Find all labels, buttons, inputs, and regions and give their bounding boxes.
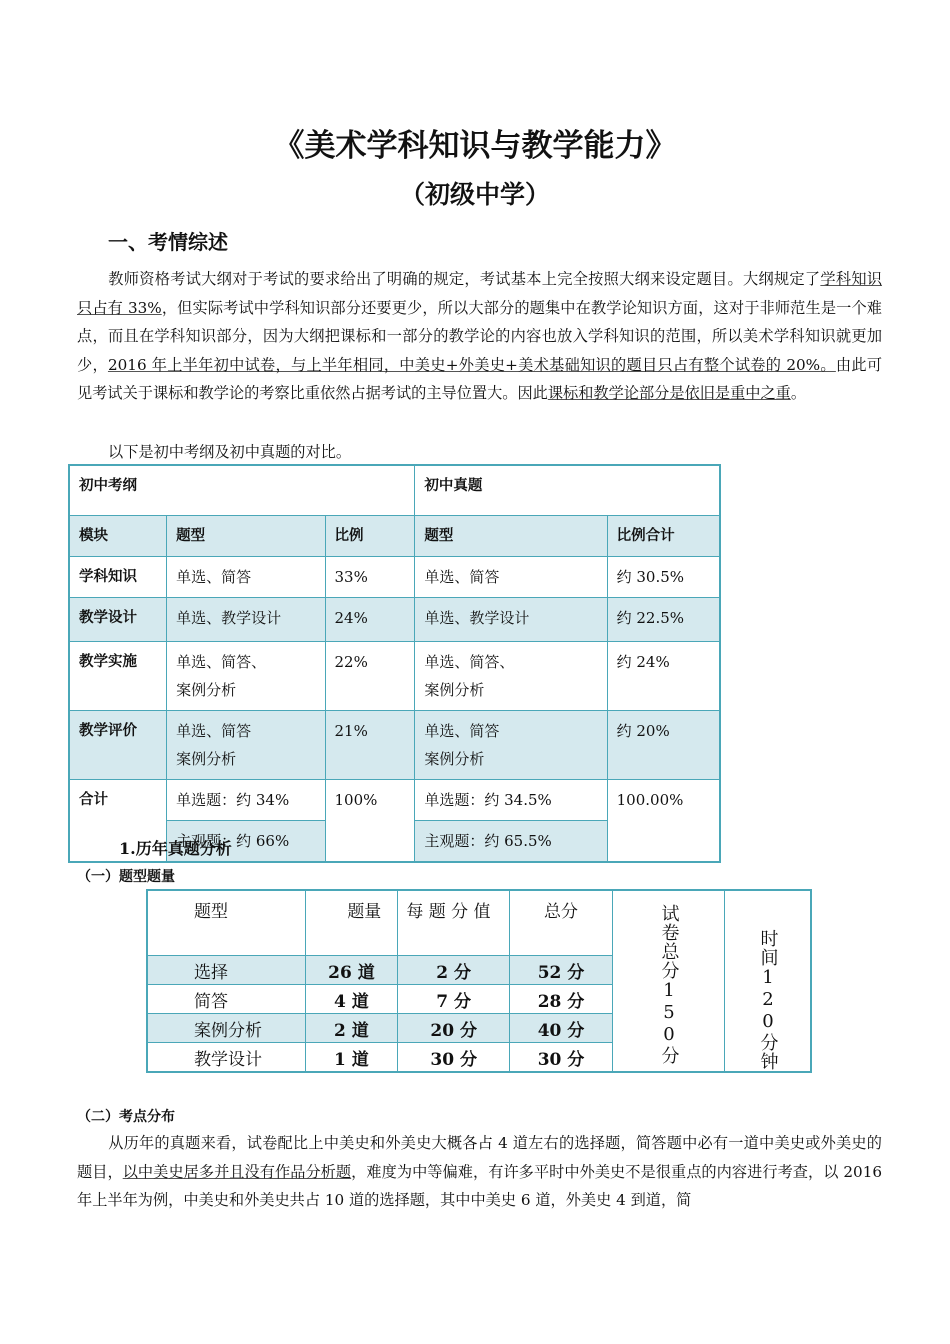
column-header: 每 题 分 值 <box>398 890 510 956</box>
subheading-question-types: （一）题型题量 <box>77 869 175 885</box>
table-cell: 案例分析 <box>147 1014 305 1043</box>
syllabus-comparison-table <box>68 464 721 863</box>
table-cell: 100.00% <box>607 779 720 862</box>
text-run: ，但实际考试中学科知识部分还要更少，所以大部分的题集中在教学论知识方面，这对于非师范生是一个难点，而且在学科知识部分，因为大纲把课标和一部分的教学论的内容也放入学科知识的范围，所以美术学科知识就更加少， <box>77 298 882 374</box>
question-types-table <box>146 889 812 1073</box>
table-cell: 52 分 <box>510 956 613 985</box>
table-cell: 2 分 <box>398 956 510 985</box>
table-row <box>69 710 720 779</box>
table-cell: 单选、教学设计 <box>415 597 607 641</box>
table-cell: 单选、简答、 案例分析 <box>167 641 325 710</box>
time-cell: 时间120分钟 <box>724 890 811 1072</box>
text-run: 。 <box>790 384 806 402</box>
table-cell: 单选、简答 案例分析 <box>415 710 607 779</box>
table-row <box>69 515 720 556</box>
table-cell: 简答 <box>147 985 305 1014</box>
underlined-text: 以中美史居多并且没有作品分析题 <box>122 1162 352 1181</box>
table-cell: 约 22.5% <box>607 597 720 641</box>
table-cell: 24% <box>325 597 415 641</box>
subheading-topic-distribution: （二）考点分布 <box>77 1109 175 1125</box>
table-cell: 单选题：约 34% <box>167 779 325 820</box>
table-cell: 40 分 <box>510 1014 613 1043</box>
table-cell: 2 道 <box>305 1014 398 1043</box>
table-cell: 单选、简答 <box>167 556 325 597</box>
column-header: 题型 <box>147 890 305 956</box>
text-run: ，难度为中等偏难，有许多平时中外美史不是很重点的内容进行考查，以 2016 年上半年为例，中美史和外美史共占 10 道的选择题，其中中美史 6 道，外美史 4 到道，简 <box>77 1162 883 1209</box>
overview-paragraph <box>77 265 882 408</box>
table-cell: 33% <box>325 556 415 597</box>
table-cell: 选择 <box>147 956 305 985</box>
column-header: 比例 <box>325 515 415 556</box>
section-heading-overview: 一、考情综述 <box>108 230 228 254</box>
table-row <box>69 556 720 597</box>
table-cell: 20 分 <box>398 1014 510 1043</box>
table-cell: 26 道 <box>305 956 398 985</box>
table-cell: 单选、教学设计 <box>167 597 325 641</box>
table-cell: 单选题：约 34.5% <box>415 779 607 820</box>
table-cell: 30 分 <box>398 1043 510 1073</box>
column-header: 模块 <box>69 515 167 556</box>
table-cell: 教学实施 <box>69 641 167 710</box>
column-header: 比例合计 <box>607 515 720 556</box>
table-cell: 22% <box>325 641 415 710</box>
document-subtitle: （初级中学） <box>399 180 550 209</box>
text-run: 由此可见考试关于课标和教学论的考察比重依然占据考试的主导位置大。因此 <box>77 355 883 402</box>
table-cell: 21% <box>325 710 415 779</box>
table-cell: 约 24% <box>607 641 720 710</box>
table-row <box>69 779 720 820</box>
table-cell: 7 分 <box>398 985 510 1014</box>
distribution-paragraph <box>77 1129 882 1215</box>
column-header: 题型 <box>167 515 325 556</box>
table-cell: 单选、简答 案例分析 <box>167 710 325 779</box>
table-cell: 4 道 <box>305 985 398 1014</box>
table-cell: 1 道 <box>305 1043 398 1073</box>
table-row <box>69 597 720 641</box>
table-cell: 单选、简答 <box>415 556 607 597</box>
table-cell: 主观题：约 66% <box>167 820 325 862</box>
table-intro: 以下是初中考纲及初中真题的对比。 <box>108 443 351 461</box>
table-row <box>147 890 811 956</box>
table-cell: 约 30.5% <box>607 556 720 597</box>
text-run: 教师资格考试大纲对于考试的要求给出了明确的规定，考试基本上完全按照大纲来设定题目。大纲规定了 <box>108 270 821 288</box>
paper-total-cell: 试卷总分150分 <box>612 890 724 1072</box>
column-header: 题量 <box>305 890 398 956</box>
section-heading-analysis: 1.历年真题分析 <box>119 839 232 858</box>
table-cell: 100% <box>325 779 415 862</box>
underlined-text: 2016 年上半年初中试卷，与上半年相同，中美史+外美史+美术基础知识的题目只占有整个试卷的 20%。 <box>107 355 836 374</box>
table-cell: 合计 <box>69 779 167 862</box>
table-cell: 教学评价 <box>69 710 167 779</box>
underlined-text: 课标和教学论部分是依旧是重中之重 <box>547 384 791 402</box>
text-run: 从历年的真题来看，试卷配比上中美史和外美史大概各占 4 道左右的选择题，简答题中必有一道中美史或外美史的题目， <box>77 1134 882 1181</box>
table-cell: 主观题：约 65.5% <box>415 820 607 862</box>
table-cell: 28 分 <box>510 985 613 1014</box>
table-cell: 教学设计 <box>147 1043 305 1073</box>
table-cell: 教学设计 <box>69 597 167 641</box>
table-header-real-exam: 初中真题 <box>415 465 720 515</box>
document-title: 《美术学科知识与教学能力》 <box>273 128 677 164</box>
column-header: 总分 <box>510 890 613 956</box>
table-cell: 约 20% <box>607 710 720 779</box>
table-cell: 单选、简答、 案例分析 <box>415 641 607 710</box>
table-cell: 学科知识 <box>69 556 167 597</box>
table-header-syllabus: 初中考纲 <box>69 465 415 515</box>
table-row <box>69 641 720 710</box>
underlined-text: 学科知识只占有 33% <box>77 270 883 317</box>
column-header: 题型 <box>415 515 607 556</box>
table-cell: 30 分 <box>510 1043 613 1073</box>
